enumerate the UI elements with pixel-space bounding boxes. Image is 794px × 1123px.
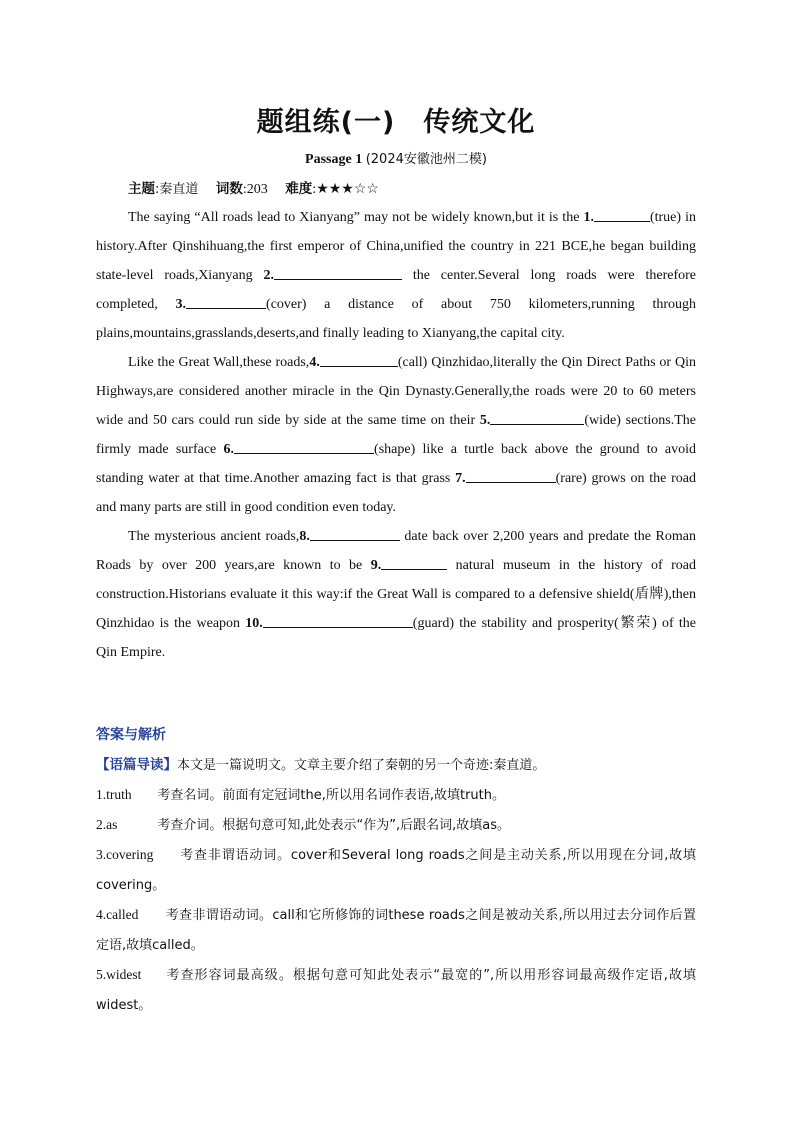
blank-10-number: 10.	[245, 616, 263, 631]
blank-4-number: 4.	[309, 355, 320, 370]
blank-7-number: 7.	[455, 471, 466, 486]
answer-explanation: 考查非谓语动词。call和它所修饰的词these roads之间是被动关系,所以用过去分词作后置定语,故填called。	[96, 908, 697, 953]
answers-heading: 答案与解析	[96, 727, 166, 743]
answer-key: 2.as	[96, 817, 118, 832]
p1-text-b: (true) in history.After Qinshihuang,the first emperor of China,unified the country in 221 BCE,he began building state-level roads,Xianyang	[96, 210, 697, 283]
answer-item	[96, 780, 696, 810]
p3-text-b: date back over 2,200 years and predate the Roman Roads by over 200 years,are known to be	[96, 529, 696, 573]
blank-3	[186, 294, 266, 309]
blank-8-number: 8.	[299, 529, 310, 544]
p3-text-c: natural museum in the history of road construction.Historians evaluate it this way:if the Great Wall is compared to a defensive shield(盾牌),then Qinzhidao is the weapon	[96, 558, 697, 631]
blank-5-number: 5.	[479, 413, 491, 428]
p3-text-d: (guard) the stability and prosperity(繁荣) of the Qin Empire.	[96, 616, 697, 660]
word-count-value: 203	[246, 182, 268, 197]
blank-6	[234, 439, 374, 454]
topic-value: 秦直道	[159, 182, 199, 197]
answer-key: 4.called	[96, 907, 139, 922]
p1-text-a: The saying “All roads lead to Xianyang” may not be widely known,but it is the	[128, 210, 584, 225]
answer-item	[96, 960, 696, 1020]
blank-6-number: 6.	[223, 442, 235, 457]
passage-source: (2024安徽池州二模)	[365, 152, 487, 167]
answer-explanation: 考查形容词最高级。根据句意可知此处表示“最宽的”,所以用形容词最高级作定语,故填widest。	[96, 968, 696, 1013]
answer-key: 3.covering	[96, 847, 154, 862]
blank-2	[274, 265, 402, 280]
answer-explanation: 考查介词。根据句意可知,此处表示“作为”,后跟名词,故填as。	[157, 818, 510, 833]
blank-2-number: 2.	[263, 268, 274, 283]
blank-9	[381, 555, 447, 570]
blank-1-number: 1.	[583, 210, 594, 225]
p2-text-a: Like the Great Wall,these roads,	[128, 355, 310, 370]
word-count-label: 词数	[215, 181, 243, 197]
difficulty-stars: ★★★☆☆	[316, 182, 379, 197]
p2-text-b: (call) Qinzhidao,literally the Qin Direct Paths or Qin Highways,are considered another miracle in the Qin Dynasty.Generally,the roads were 20 to 60 meters wide and 50 cars could run side by side at the same time on their	[96, 355, 696, 428]
blank-9-number: 9.	[370, 558, 382, 573]
guide-tag: 【语篇导读】	[96, 757, 177, 773]
answer-explanation: 考查非谓语动词。cover和Several long roads之间是主动关系,所以用现在分词,故填covering。	[96, 848, 697, 893]
answer-key: 1.truth	[96, 787, 132, 802]
p2-text-c: (wide) sections.The firmly made surface	[96, 413, 696, 457]
passage-meta: 主题:秦直道 词数:203 难度:★★★☆☆	[128, 181, 379, 197]
passage-label: Passage 1	[305, 152, 363, 167]
blank-5	[490, 410, 584, 425]
page-title: 题组练(一) 传统文化	[256, 107, 536, 138]
blank-3-number: 3.	[175, 297, 187, 312]
blank-10	[263, 613, 413, 628]
p3-text-a: The mysterious ancient roads,	[128, 529, 300, 544]
answer-explanation: 考查名词。前面有定冠词the,所以用名词作表语,故填truth。	[157, 788, 505, 803]
p2-text-e: (rare) grows on the road and many parts are still in good condition even today.	[96, 471, 696, 515]
answer-item	[96, 810, 696, 840]
blank-4	[320, 352, 398, 367]
passage-paragraph-3	[96, 522, 696, 667]
passage-paragraph-2	[96, 348, 696, 522]
answers-section	[96, 721, 696, 1020]
difficulty-label: 难度	[285, 181, 313, 197]
guide-text: 本文是一篇说明文。文章主要介绍了秦朝的另一个奇迹:秦直道。	[177, 758, 546, 773]
blank-1	[594, 207, 650, 222]
p1-text-d: (cover) a distance of about 750 kilometers,running through plains,mountains,grasslands,deserts,and finally leading to Xianyang,the capital city.	[96, 297, 696, 341]
passage-text	[96, 203, 696, 667]
blank-7	[466, 468, 556, 483]
topic-label: 主题	[128, 181, 155, 197]
answer-item	[96, 840, 696, 900]
p2-text-d: (shape) like a turtle back above the ground to avoid standing water at that time.Another amazing fact is that grass	[96, 442, 696, 486]
blank-8	[310, 526, 400, 541]
passage-subtitle	[96, 148, 696, 168]
p1-text-c: the center.Several long roads were therefore completed,	[96, 268, 697, 312]
answer-key: 5.widest	[96, 967, 142, 982]
guide-line	[96, 750, 696, 780]
passage-paragraph-1	[96, 203, 696, 348]
answer-item	[96, 900, 696, 960]
